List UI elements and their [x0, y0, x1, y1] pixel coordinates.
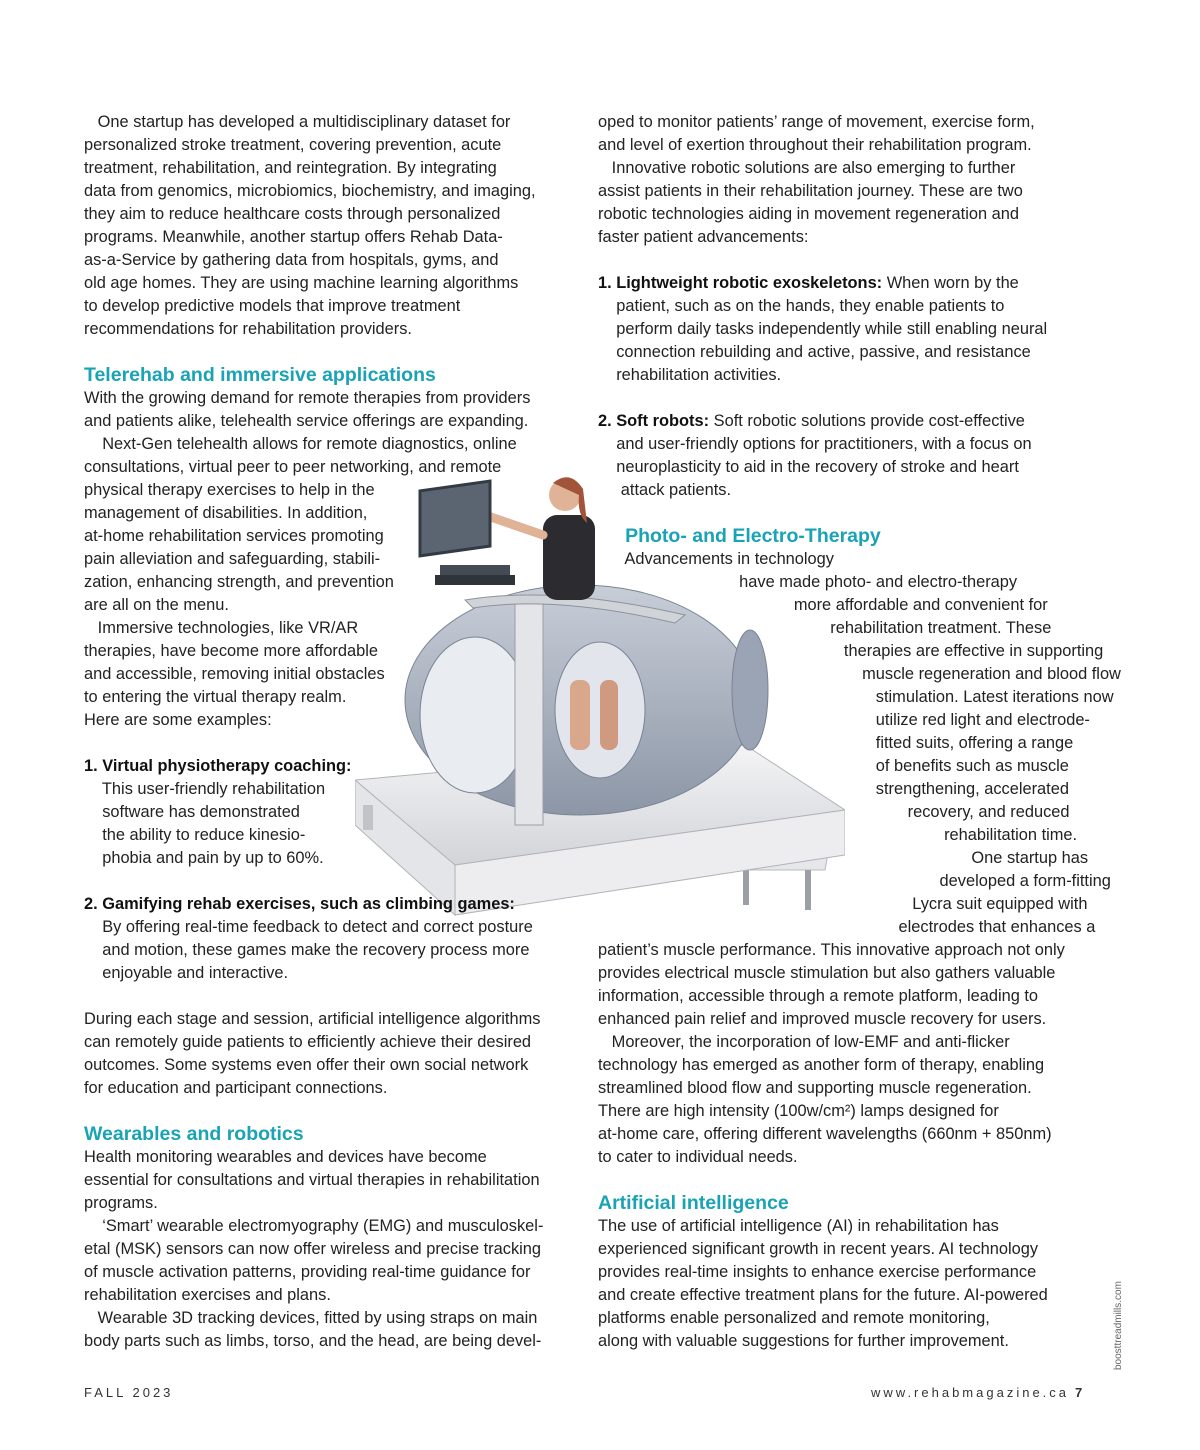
text-line: [84, 985, 564, 1008]
text-line: of muscle activation patterns, providing real-time guidance for: [84, 1263, 531, 1281]
text-line: connection rebuilding and active, passive, and resistance: [598, 343, 1031, 361]
text-line: One startup has: [598, 849, 1089, 867]
list-item-title: 1. Lightweight robotic exoskeletons:: [598, 274, 883, 292]
text-line: One startup has developed a multidisciplinary dataset for: [84, 113, 511, 131]
text-line: programs. Meanwhile, another startup offers Rehab Data-: [84, 228, 503, 246]
text-line: oped to monitor patients’ range of movement, exercise form,: [598, 113, 1035, 131]
text-line: patient’s muscle performance. This innovative approach not only: [598, 941, 1065, 959]
list-item-text: When worn by the: [882, 274, 1019, 292]
text-line: [84, 1100, 564, 1123]
text-line: have made photo- and electro-therapy: [598, 573, 1018, 591]
text-line: [598, 249, 1108, 272]
text-line: With the growing demand for remote therapies from providers: [84, 389, 531, 407]
text-line: as-a-Service by gathering data from hospitals, gyms, and: [84, 251, 499, 269]
text-line: By offering real-time feedback to detect and correct posture: [84, 918, 533, 936]
list-item-text: Soft robotic solutions provide cost-effective: [709, 412, 1025, 430]
text-line: enhanced pain relief and improved muscle recovery for users.: [598, 1010, 1047, 1028]
text-line: During each stage and session, artificial intelligence algorithms: [84, 1010, 541, 1028]
text-line: outcomes. Some systems even offer their own social network: [84, 1056, 529, 1074]
text-line: [84, 341, 564, 364]
text-line: can remotely guide patients to efficiently achieve their desired: [84, 1033, 532, 1051]
text-line: and accessible, removing initial obstacles: [84, 665, 385, 683]
text-line: muscle regeneration and blood flow: [598, 665, 1121, 683]
text-line: neuroplasticity to aid in the recovery of stroke and heart: [598, 458, 1019, 476]
text-line: [84, 870, 564, 893]
text-line: [598, 272, 1108, 295]
text-line: Moreover, the incorporation of low-EMF and anti-flicker: [598, 1033, 1010, 1051]
text-line: Here are some examples:: [84, 711, 272, 729]
text-line: information, accessible through a remote platform, leading to: [598, 987, 1039, 1005]
text-line: to develop predictive models that improve treatment: [84, 297, 461, 315]
text-line: electrodes that enhances a: [598, 918, 1096, 936]
text-line: recovery, and reduced: [598, 803, 1070, 821]
text-line: [598, 410, 1108, 433]
text-line: Next-Gen telehealth allows for remote diagnostics, online: [84, 435, 517, 453]
text-line: personalized stroke treatment, covering prevention, acute: [84, 136, 502, 154]
page-number: 7: [1075, 1385, 1083, 1400]
text-line: for education and participant connections.: [84, 1079, 388, 1097]
text-line: they aim to reduce healthcare costs through personalized: [84, 205, 501, 223]
text-line: perform daily tasks independently while still enabling neural: [598, 320, 1048, 338]
text-line: patient, such as on the hands, they enable patients to: [598, 297, 1005, 315]
text-line: at-home rehabilitation services promoting: [84, 527, 384, 545]
text-line: This user-friendly rehabilitation: [84, 780, 326, 798]
text-line: essential for consultations and virtual therapies in rehabilitation: [84, 1171, 540, 1189]
text-line: [598, 502, 1108, 525]
text-line: platforms enable personalized and remote monitoring,: [598, 1309, 990, 1327]
text-line: the ability to reduce kinesio-: [84, 826, 306, 844]
text-line: of benefits such as muscle: [598, 757, 1069, 775]
text-line: There are high intensity (100w/cm²) lamps designed for: [598, 1102, 999, 1120]
text-line: fitted suits, offering a range: [598, 734, 1074, 752]
text-line: physical therapy exercises to help in the: [84, 481, 375, 499]
text-line: [84, 893, 564, 916]
text-line: recommendations for rehabilitation providers.: [84, 320, 412, 338]
text-line: technology has emerged as another form of therapy, enabling: [598, 1056, 1045, 1074]
text-line: zation, enhancing strength, and prevention: [84, 573, 394, 591]
text-line: treatment, rehabilitation, and reintegration. By integrating: [84, 159, 497, 177]
footer-website: [871, 1385, 1082, 1400]
text-line: programs.: [84, 1194, 158, 1212]
text-line: The use of artificial intelligence (AI) in rehabilitation has: [598, 1217, 999, 1235]
text-line: management of disabilities. In addition,: [84, 504, 368, 522]
text-line: attack patients.: [598, 481, 732, 499]
website-url: www.rehabmagazine.ca: [871, 1385, 1070, 1400]
list-item-title: 2. Gamifying rehab exercises, such as climbing games:: [84, 895, 515, 913]
text-line: data from genomics, microbiomics, biochemistry, and imaging,: [84, 182, 536, 200]
text-line: Immersive technologies, like VR/AR: [84, 619, 359, 637]
text-line: Advancements in technology: [598, 550, 834, 568]
text-line: rehabilitation treatment. These: [598, 619, 1052, 637]
text-line: [598, 387, 1108, 410]
text-line: and patients alike, telehealth service offerings are expanding.: [84, 412, 529, 430]
text-line: along with valuable suggestions for further improvement.: [598, 1332, 1009, 1350]
issue-label: FALL 2023: [84, 1385, 174, 1400]
text-line: Innovative robotic solutions are also emerging to further: [598, 159, 1016, 177]
text-line: more affordable and convenient for: [598, 596, 1048, 614]
text-line: body parts such as limbs, torso, and the head, are being devel-: [84, 1332, 542, 1350]
text-line: ‘Smart’ wearable electromyography (EMG) and musculoskel-: [84, 1217, 544, 1235]
text-line: are all on the menu.: [84, 596, 229, 614]
text-line: to cater to individual needs.: [598, 1148, 798, 1166]
section-heading: Artificial intelligence: [598, 1192, 789, 1214]
text-line: and level of exertion throughout their rehabilitation program.: [598, 136, 1032, 154]
text-line: enjoyable and interactive.: [84, 964, 289, 982]
text-line: rehabilitation time.: [598, 826, 1078, 844]
text-line: faster patient advancements:: [598, 228, 809, 246]
list-item-title: 2. Soft robots:: [598, 412, 710, 430]
text-line: provides electrical muscle stimulation but also gathers valuable: [598, 964, 1056, 982]
text-line: developed a form-fitting: [598, 872, 1111, 890]
text-line: rehabilitation activities.: [598, 366, 782, 384]
photo-credit: boosttreadmills.com: [1113, 1281, 1124, 1370]
text-line: etal (MSK) sensors can now offer wireless and precise tracking: [84, 1240, 542, 1258]
section-heading: Photo- and Electro-Therapy: [598, 525, 881, 547]
text-line: utilize red light and electrode-: [598, 711, 1090, 729]
text-line: [84, 732, 564, 755]
list-item-title: 1. Virtual physiotherapy coaching:: [84, 757, 352, 775]
left-column: [84, 111, 564, 1353]
text-line: to entering the virtual therapy realm.: [84, 688, 347, 706]
text-line: strengthening, accelerated: [598, 780, 1069, 798]
text-line: therapies are effective in supporting: [598, 642, 1104, 660]
text-line: stimulation. Latest iterations now: [598, 688, 1114, 706]
text-line: and motion, these games make the recovery process more: [84, 941, 530, 959]
text-line: software has demonstrated: [84, 803, 300, 821]
text-line: phobia and pain by up to 60%.: [84, 849, 324, 867]
text-line: rehabilitation exercises and plans.: [84, 1286, 331, 1304]
section-heading: Telerehab and immersive applications: [84, 364, 436, 386]
text-line: consultations, virtual peer to peer networking, and remote: [84, 458, 502, 476]
text-line: [598, 1169, 1108, 1192]
text-line: and user-friendly options for practitioners, with a focus on: [598, 435, 1032, 453]
text-line: Health monitoring wearables and devices have become: [84, 1148, 487, 1166]
text-line: robotic technologies aiding in movement regeneration and: [598, 205, 1019, 223]
text-line: [84, 755, 564, 778]
text-line: pain alleviation and safeguarding, stabili-: [84, 550, 381, 568]
text-line: and create effective treatment plans for the future. AI-powered: [598, 1286, 1048, 1304]
text-line: experienced significant growth in recent years. AI technology: [598, 1240, 1039, 1258]
text-line: Wearable 3D tracking devices, fitted by using straps on main: [84, 1309, 538, 1327]
text-line: provides real-time insights to enhance exercise performance: [598, 1263, 1037, 1281]
text-line: old age homes. They are using machine learning algorithms: [84, 274, 519, 292]
text-line: therapies, have become more affordable: [84, 642, 378, 660]
text-line: assist patients in their rehabilitation journey. These are two: [598, 182, 1023, 200]
text-line: streamlined blood flow and supporting muscle regeneration.: [598, 1079, 1032, 1097]
text-line: Lycra suit equipped with: [598, 895, 1088, 913]
text-line: at-home care, offering different wavelengths (660nm + 850nm): [598, 1125, 1052, 1143]
section-heading: Wearables and robotics: [84, 1123, 304, 1145]
